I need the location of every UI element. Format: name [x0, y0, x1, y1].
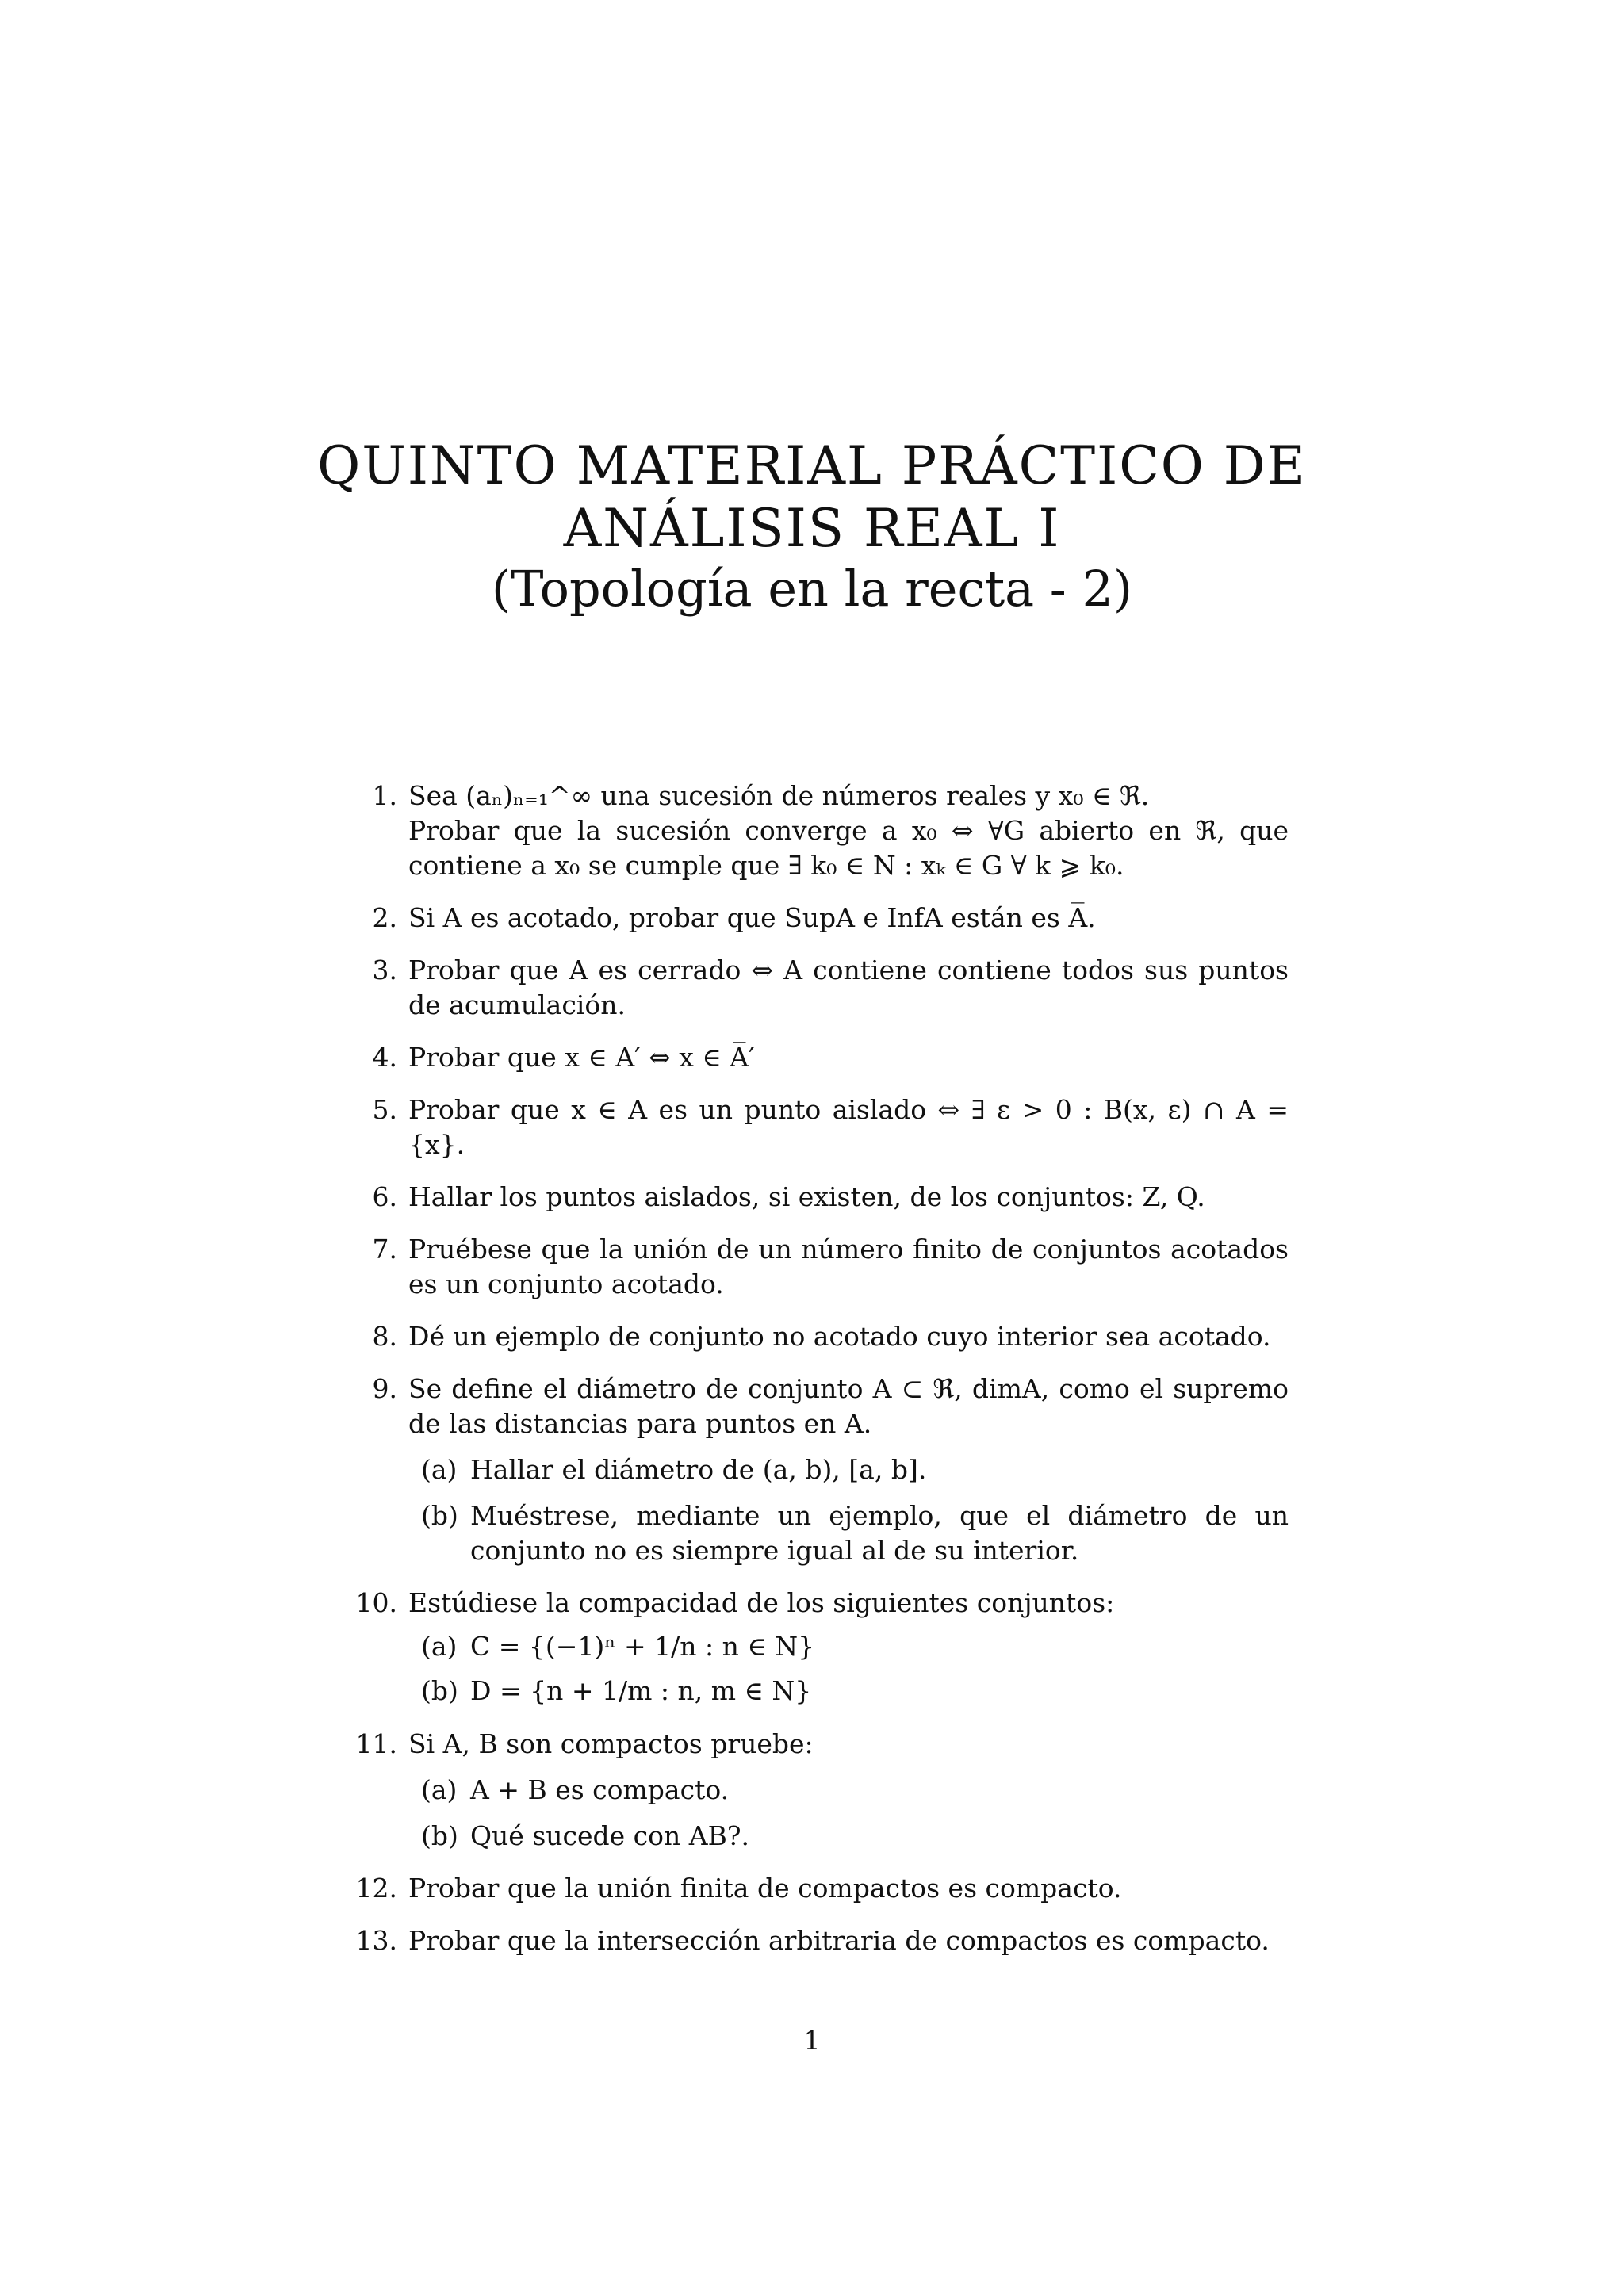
exercise-text: Probar que x ∈ A es un punto aislado ⇔ ∃ ε > 0 : B(x, ε) ∩ A = {x}.: [408, 1094, 1289, 1160]
exercise-number: 11.: [355, 1728, 397, 1759]
exercise-item: [372, 1372, 1289, 1568]
exercise-item: [355, 1727, 1289, 1854]
exercise-number: 13.: [355, 1925, 397, 1956]
exercise-body: [408, 1040, 1289, 1075]
exercise-item: [372, 779, 1289, 883]
exercise-body: [408, 1923, 1289, 1958]
subitem-text: Qué sucede con AB?.: [470, 1820, 750, 1851]
subitem-label: (b): [421, 1500, 458, 1531]
title-line-1: QUINTO MATERIAL PRÁCTICO DE: [317, 435, 1307, 496]
document-title: [0, 434, 1624, 619]
subitem: [421, 1819, 1289, 1854]
exercise-number: 6.: [372, 1181, 397, 1212]
exercise-body: [408, 1180, 1289, 1215]
exercise-body: [408, 953, 1289, 1023]
exercise-item: [372, 1319, 1289, 1354]
exercise-list: [355, 779, 1289, 1976]
exercise-text: Probar que la sucesión converge a x₀ ⇔ ∀G abierto en ℜ, que contiene a x₀ se cumple que ∃ k₀ ∈ N : xₖ ∈ G ∀ k ⩾ k₀.: [408, 815, 1289, 881]
exercise-item: [372, 1093, 1289, 1162]
subitem-label: (a): [421, 1774, 458, 1805]
subitem-text: A + B es compacto.: [470, 1774, 730, 1805]
exercise-number: 8.: [372, 1321, 397, 1352]
exercise-item: [372, 1180, 1289, 1215]
exercise-body: [408, 1232, 1289, 1302]
subitem: [421, 1628, 1289, 1665]
exercise-text: Sea (aₙ)ₙ₌₁^∞ una sucesión de números reales y x₀ ∈ ℜ.: [408, 780, 1150, 811]
subitem-label: (a): [421, 1454, 458, 1485]
exercise-number: 5.: [372, 1094, 397, 1125]
exercise-text: Probar que la intersección arbitraria de compactos es compacto.: [408, 1925, 1270, 1956]
exercise-number: 3.: [372, 955, 397, 985]
exercise-body: [408, 1871, 1289, 1906]
exercise-item: [372, 1232, 1289, 1302]
exercise-body: [408, 1319, 1289, 1354]
exercise-text: Si A es acotado, probar que SupA e InfA están es A̅.: [408, 902, 1096, 933]
exercise-body: [408, 1727, 1289, 1854]
exercise-item: [372, 901, 1289, 936]
subitem: [421, 1452, 1289, 1487]
subitem: [421, 1773, 1289, 1808]
exercise-text: Se define el diámetro de conjunto A ⊂ ℜ, dimA, como el supremo de las distancias para puntos en A.: [408, 1373, 1289, 1439]
subitem-text: Muéstrese, mediante un ejemplo, que el diámetro de un conjunto no es siempre igual al de su interior.: [470, 1500, 1289, 1566]
exercise-number: 12.: [355, 1873, 397, 1904]
exercise-item: [372, 1040, 1289, 1075]
exercise-item: [372, 953, 1289, 1023]
subitem-text: Hallar el diámetro de (a, b), [a, b].: [470, 1454, 927, 1485]
exercise-body: [408, 901, 1289, 936]
exercise-number: 9.: [372, 1373, 397, 1404]
subitem-label: (a): [421, 1631, 458, 1662]
exercise-item: [355, 1586, 1289, 1709]
exercise-number: 4.: [372, 1042, 397, 1073]
exercise-text: Si A, B son compactos pruebe:: [408, 1728, 814, 1759]
exercise-text: Pruébese que la unión de un número finito de conjuntos acotados es un conjunto acotado.: [408, 1234, 1289, 1299]
subitem: [421, 1498, 1289, 1568]
exercise-number: 10.: [355, 1587, 397, 1618]
exercise-body: [408, 779, 1289, 883]
exercise-body: [408, 1093, 1289, 1162]
exercise-item: [355, 1923, 1289, 1958]
exercise-number: 1.: [372, 780, 397, 811]
exercise-body: [408, 1372, 1289, 1568]
exercise-text: Dé un ejemplo de conjunto no acotado cuyo interior sea acotado.: [408, 1321, 1271, 1352]
title-subtitle: (Topología en la recta - 2): [491, 560, 1133, 618]
page-number: 1: [803, 2025, 821, 2056]
exercise-text: Probar que x ∈ A′ ⇔ x ∈ A̅′: [408, 1042, 755, 1073]
subitem-text: D = {n + 1/m : n, m ∈ N}: [470, 1675, 812, 1706]
subitem: [421, 1673, 1289, 1709]
exercise-item: [355, 1871, 1289, 1906]
exercise-number: 2.: [372, 902, 397, 933]
title-line-2: ANÁLISIS REAL I: [563, 498, 1061, 560]
subitem-text: C = {(−1)ⁿ + 1/n : n ∈ N}: [470, 1631, 815, 1662]
exercise-text: Probar que la unión finita de compactos es compacto.: [408, 1873, 1122, 1904]
exercise-text: Estúdiese la compacidad de los siguientes conjuntos:: [408, 1587, 1115, 1618]
subitem-label: (b): [421, 1675, 458, 1706]
exercise-body: [408, 1586, 1289, 1709]
exercise-text: Probar que A es cerrado ⇔ A contiene contiene todos sus puntos de acumulación.: [408, 955, 1289, 1020]
subitem-label: (b): [421, 1820, 458, 1851]
exercise-text: Hallar los puntos aislados, si existen, de los conjuntos: Z, Q.: [408, 1181, 1205, 1212]
exercise-number: 7.: [372, 1234, 397, 1265]
